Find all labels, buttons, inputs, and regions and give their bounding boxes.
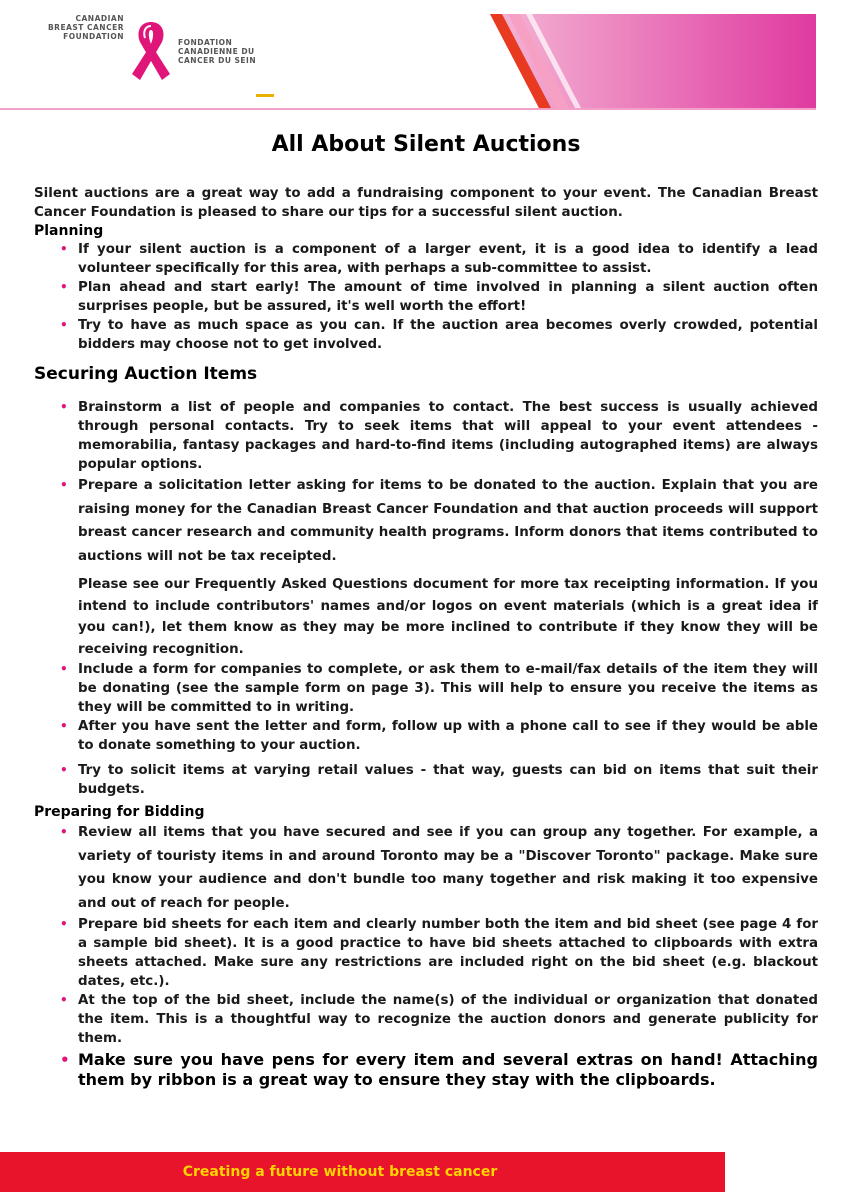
header-divider <box>0 108 816 110</box>
foundation-logo <box>28 14 278 94</box>
logo-english-name <box>28 14 124 41</box>
logo-en-line: BREAST CANCER <box>47 23 124 32</box>
list-item <box>60 316 818 354</box>
footer-tagline: Creating a future without breast cancer <box>182 1164 498 1180</box>
page-title: All About Silent Auctions <box>271 132 581 157</box>
list-item <box>60 821 818 915</box>
page-header <box>0 0 850 118</box>
section-heading-securing-items: Securing Auction Items <box>34 364 258 384</box>
logo-fr-line: CANCER DU SEIN <box>178 56 257 65</box>
list-item <box>60 240 818 278</box>
bullet-icon: • <box>60 1051 70 1069</box>
logo-fr-line: FONDATION <box>178 38 233 47</box>
bullet-icon: • <box>60 917 68 931</box>
securing-items-list <box>34 398 818 568</box>
planning-list <box>34 240 818 354</box>
list-item <box>60 915 818 991</box>
list-item-text: At the top of the bid sheet, include the name(s) of the individual or organization that donated the item. This is a thoughtful way to recognize the auction donors and generate publicity for them. <box>78 993 818 1046</box>
list-item-text: Make sure you have pens for every item and several extras on hand! Attaching them by ribbon is a great way to ensure they stay with the clipboards. <box>78 1050 818 1089</box>
logo-en-line: CANADIAN <box>75 14 124 23</box>
list-item-text: Review all items that you have secured and see if you can group any together. For example, a variety of touristy items in and around Toronto may be a "Discover Toronto" package. Make sure you know your audience and don't bundle too many together and risk making it too expensive and out of reach for people. <box>78 825 818 911</box>
section-heading-preparing-bidding: Preparing for Bidding <box>34 804 205 820</box>
bullet-icon: • <box>60 478 68 492</box>
bullet-icon: • <box>60 763 68 777</box>
list-item-text: Include a form for companies to complete, or ask them to e-mail/fax details of the item they will be donating (see the sample form on page 3). This will help to ensure you receive the items as they will be committed to in writing. <box>78 662 818 715</box>
list-item <box>60 991 818 1048</box>
list-item <box>60 474 818 568</box>
list-item <box>60 717 818 755</box>
section-heading-planning: Planning <box>34 223 104 239</box>
pink-ribbon-icon <box>126 16 176 86</box>
list-item <box>60 761 818 799</box>
bullet-icon: • <box>60 662 68 676</box>
decorative-banner <box>450 14 816 110</box>
list-item <box>60 278 818 316</box>
list-item <box>60 1050 818 1090</box>
footer-bar <box>0 1152 725 1192</box>
preparing-bidding-list <box>34 821 818 1090</box>
logo-french-name <box>178 38 288 65</box>
document-body <box>34 128 818 1090</box>
intro-paragraph: Silent auctions are a great way to add a fundraising component to your event. The Canadian Breast Cancer Foundation is pleased to share our tips for a successful silent auction. <box>34 186 818 220</box>
list-item-text: Try to have as much space as you can. If the auction area becomes overly crowded, potential bidders may choose not to get involved. <box>78 318 818 352</box>
list-item-text: After you have sent the letter and form, follow up with a phone call to see if they would be able to donate something to your auction. <box>78 719 818 753</box>
list-item-text: Brainstorm a list of people and companies to contact. The best success is usually achieved through personal contacts. Try to seek items that will appeal to your event attendees - memorabilia, fantasy packages and hard-to-find items (including autographed items) are always popular options. <box>78 400 818 472</box>
bullet-icon: • <box>60 400 68 414</box>
bullet-icon: • <box>60 318 68 332</box>
list-item-text: Try to solicit items at varying retail values - that way, guests can bid on items that suit their budgets. <box>78 763 818 797</box>
bullet-icon: • <box>60 825 68 839</box>
tax-receipt-note: Please see our Frequently Asked Questions document for more tax receipting information. If you intend to include contributors' names and/or logos on event materials (which is a great idea if you can!), let them know as they may be more inclined to contribute if they know they will be receiving recognition. <box>78 577 818 657</box>
list-item-text: Prepare a solicitation letter asking for items to be donated to the auction. Explain that you are raising money for the Canadian Breast Cancer Foundation and that auction proceeds will support breast cancer research and community health programs. Inform donors that items contributed to auctions will not be tax receipted. <box>78 478 818 564</box>
list-item-text: If your silent auction is a component of a larger event, it is a good idea to identify a lead volunteer specifically for this area, with perhaps a sub-committee to assist. <box>78 242 818 276</box>
bullet-icon: • <box>60 242 68 256</box>
bullet-icon: • <box>60 993 68 1007</box>
logo-fr-line: CANADIENNE DU <box>178 47 255 56</box>
list-item <box>60 398 818 474</box>
securing-items-list-continued <box>34 660 818 799</box>
list-item <box>60 660 818 717</box>
logo-accent-bar <box>256 94 274 97</box>
list-item-text: Prepare bid sheets for each item and clearly number both the item and bid sheet (see page 4 for a sample bid sheet). It is a good practice to have bid sheets attached to clipboards with extra sheets attached. Make sure any restrictions are included right on the bid sheet (e.g. blackout dates, etc.). <box>78 917 818 989</box>
list-item-text: Plan ahead and start early! The amount of time involved in planning a silent auction often surprises people, but be assured, it's well worth the effort! <box>78 280 818 314</box>
bullet-icon: • <box>60 719 68 733</box>
bullet-icon: • <box>60 280 68 294</box>
logo-en-line: FOUNDATION <box>63 32 124 41</box>
